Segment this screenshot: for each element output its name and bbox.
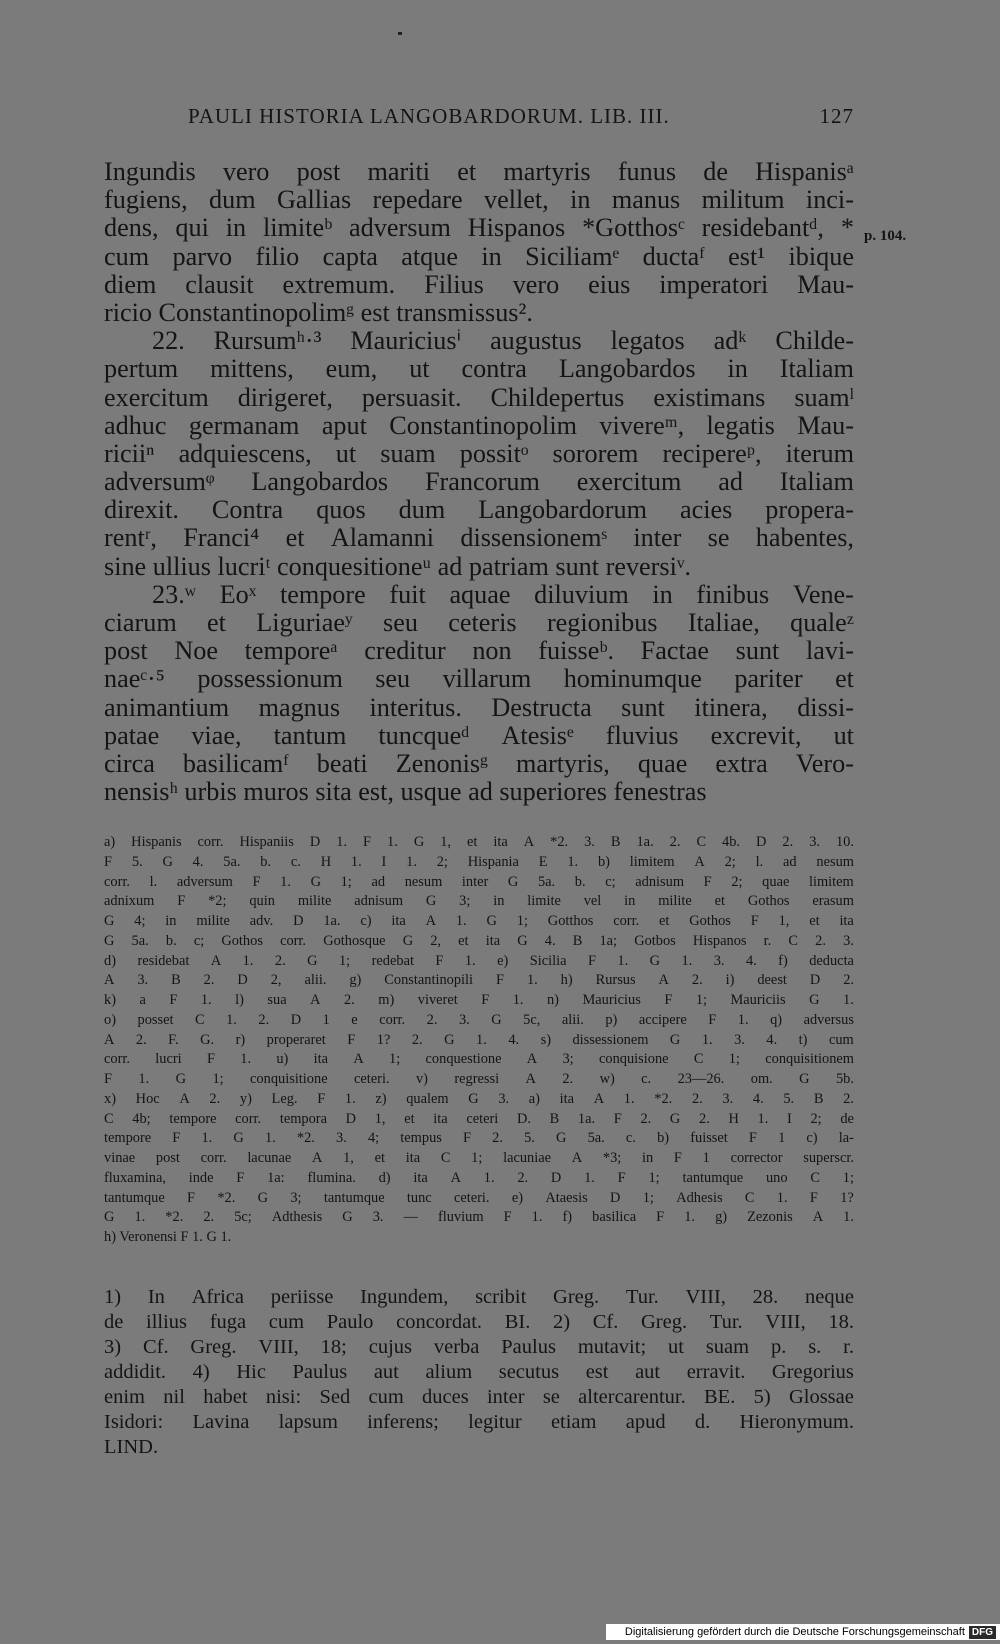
digitization-credit (606, 1624, 1000, 1640)
apparatus-line: fluxamina, inde F 1a: flumina. d) ita A 1. 2. D 1. F 1; tantumque uno C 1; (104, 1169, 854, 1186)
footnote-line: addidit. 4) Hic Paulus aut alium secutus est aut erravit. Gregorius (104, 1361, 854, 1383)
text-line: adversumᵠ Langobardos Francorum exercitum ad Italiam (104, 467, 854, 497)
text-line: fugiens, dum Gallias repedare vellet, in manus militum inci- (104, 185, 854, 215)
text-line: exercitum dirigeret, persuasit. Childepertus existimans suamˡ (104, 382, 854, 412)
digitization-credit-text: Digitalisierung gefördert durch die Deutsche Forschungsgemeinschaft (624, 1626, 965, 1638)
text-line: nensisʰ urbis muros sita est, usque ad superiores fenestras (104, 777, 707, 807)
scan-speck (398, 32, 402, 35)
apparatus-line: A 3. B 2. D 2, alii. g) Constantinopili F 1. h) Rursus A 2. i) deest D 2. (104, 972, 854, 989)
apparatus-line: G 1. *2. 2. 5c; Adthesis G 3. — fluvium F 1. f) basilica F 1. g) Zezonis A 1. (104, 1209, 854, 1226)
text-line: riciiⁿ adquiescens, ut suam possitᵒ sororem recipereᵖ, iterum (104, 438, 854, 468)
running-title: PAULI HISTORIA LANGOBARDORUM. LIB. III. (188, 104, 670, 128)
footnote-line: 1) In Africa periisse Ingundem, scribit Greg. Tur. VIII, 28. neque (104, 1286, 854, 1308)
footnote-line: LIND. (104, 1436, 159, 1458)
apparatus-line: h) Veronensi F 1. G 1. (104, 1229, 232, 1245)
text-line: direxit. Contra quos dum Langobardorum acies propera- (104, 495, 854, 525)
text-line: pertum mittens, eum, ut contra Langobardos in Italiam (104, 354, 854, 384)
apparatus-line: corr. l. adversum F 1. G 1; ad nesum inter G 5a. b. c; adnisum F 2; quae limitem (104, 873, 854, 890)
text-line: diem clausit extremum. Filius vero eius imperatori Mau- (104, 269, 854, 299)
apparatus-line: d) residebat A 1. 2. G 1; redebat F 1. e) Sicilia F 1. G 1. 3. 4. f) deducta (104, 952, 854, 969)
dfg-logo: DFG (969, 1626, 996, 1639)
text-line: animantium magnus interitus. Destructa sunt itinera, dissi- (104, 692, 854, 722)
apparatus-line: G 4; in milite adv. D 1a. c) ita A 1. G 1; Gotthos corr. et Gothos F 1, et ita (104, 913, 854, 929)
text-line: ricio Constantinopolimᵍ est transmissus². (104, 297, 533, 327)
apparatus-line: o) posset C 1. 2. D 1 e corr. 2. 3. G 5c, alii. p) accipere F 1. q) adversus (104, 1011, 854, 1028)
apparatus-line: A 2. F. G. r) properaret F 1? 2. G 1. 4. s) dissessionem G 1. 3. 4. t) cum (104, 1031, 854, 1048)
apparatus-line: G 5a. b. c; Gothos corr. Gothosque G 2, et ita G 4. B 1a; Gotbos Hispanos r. C 2. 3. (104, 932, 854, 949)
text-line: ciarum et Liguriaeʸ seu ceteris regionibus Italiae, qualeᶻ (104, 608, 854, 637)
margin-page-reference: p. 104. (864, 228, 907, 244)
apparatus-line: corr. lucri F 1. u) ita A 1; conquestione A 3; conquisione C 1; conquisitionem (104, 1051, 854, 1068)
apparatus-line: a) Hispanis corr. Hispaniis D 1. F 1. G 1, et ita A *2. 3. B 1a. 2. C 4b. D 2. 3. 10. (104, 834, 854, 850)
text-line: cum parvo filio capta atque in Siciliamᵉ ductaᶠ est¹ ibique (104, 241, 854, 271)
page-number: 127 (819, 104, 854, 128)
text-line: sine ullius lucriᵗ conquesitioneᵘ ad patriam sunt reversiᵛ. (104, 551, 692, 581)
apparatus-line: x) Hoc A 2. y) Leg. F 1. z) qualem G 3. a) ita A 1. *2. 2. 3. 4. 5. B 2. (104, 1090, 854, 1107)
apparatus-line: tempore F 1. G 1. *2. 3. 4; tempus F 2. 5. G 5a. c. b) fuisset F 1 c) la- (104, 1130, 854, 1147)
running-header (104, 104, 854, 136)
text-line: patae viae, tantum tuncqueᵈ Atesisᵉ fluvius excrevit, ut (104, 720, 854, 750)
text-line: Ingundis vero post mariti et martyris funus de Hispanisᵃ (104, 157, 854, 186)
apparatus-line: F 5. G 4. 5a. b. c. H 1. I 1. 2; Hispania E 1. b) limitem A 2; l. ad nesum (104, 853, 854, 870)
apparatus-line: vinae post corr. lacunae A 1, et ita C 1; lacuniae A *3; in F 1 corrector superscr. (104, 1150, 854, 1166)
text-line: circa basilicamᶠ beati Zenonisᵍ martyris, quae extra Vero- (104, 748, 854, 778)
apparatus-line: tantumque F *2. G 3; tantumque tunc ceteri. e) Ataesis D 1; Adhesis C 1. F 1? (104, 1189, 854, 1206)
apparatus-line: C 4b; tempore corr. tempora D 1, et ita ceteri D. B 1a. F 2. G 2. H 1. I 2; de (104, 1110, 854, 1127)
apparatus-line: k) a F 1. l) sua A 2. m) viveret F 1. n) Mauricius F 1; Mauriciis G 1. (104, 992, 854, 1008)
text-line: adhuc germanam aput Constantinopolim vivereᵐ, legatis Mau- (104, 410, 854, 440)
text-line: 23.ʷ Eoˣ tempore fuit aquae diluvium in finibus Vene- (152, 579, 854, 609)
footnote-line: de illius fuga cum Paulo concordat. BI. 2) Cf. Greg. Tur. VIII, 18. (104, 1311, 854, 1333)
main-text (104, 158, 854, 806)
apparatus-line: F 1. G 1; conquisitione ceteri. v) regressi A 2. w) c. 23—26. om. G 5b. (104, 1071, 854, 1087)
footnote-line: enim nil habet nisi: Sed cum duces inter se altercarentur. BE. 5) Glossae (104, 1386, 854, 1408)
footnotes (104, 1285, 854, 1460)
text-line: 22. Rursumʰ·³ Mauriciusⁱ augustus legatos adᵏ Childe- (152, 326, 854, 356)
footnote-line: Isidori: Lavina lapsum inferens; legitur etiam apud d. Hieronymum. (104, 1411, 854, 1433)
text-line: dens, qui in limiteᵇ adversum Hispanos *Gotthosᶜ residebantᵈ, * (104, 213, 854, 243)
text-line: naeᶜ·⁵ possessionum seu villarum hominumque pariter et (104, 664, 854, 694)
text-line: post Noe temporeᵃ creditur non fuisseᵇ. Factae sunt lavi- (104, 636, 854, 666)
text-line: rentʳ, Franci⁴ et Alamanni dissensionemˢ inter se habentes, (104, 523, 854, 553)
footnote-line: 3) Cf. Greg. VIII, 18; cujus verba Paulus mutavit; ut suam p. s. r. (104, 1336, 854, 1358)
apparatus-line: adnixum F *2; quin milite adnisum G 3; in limite vel in milite et Gothos erasum (104, 893, 854, 910)
critical-apparatus (104, 833, 854, 1248)
